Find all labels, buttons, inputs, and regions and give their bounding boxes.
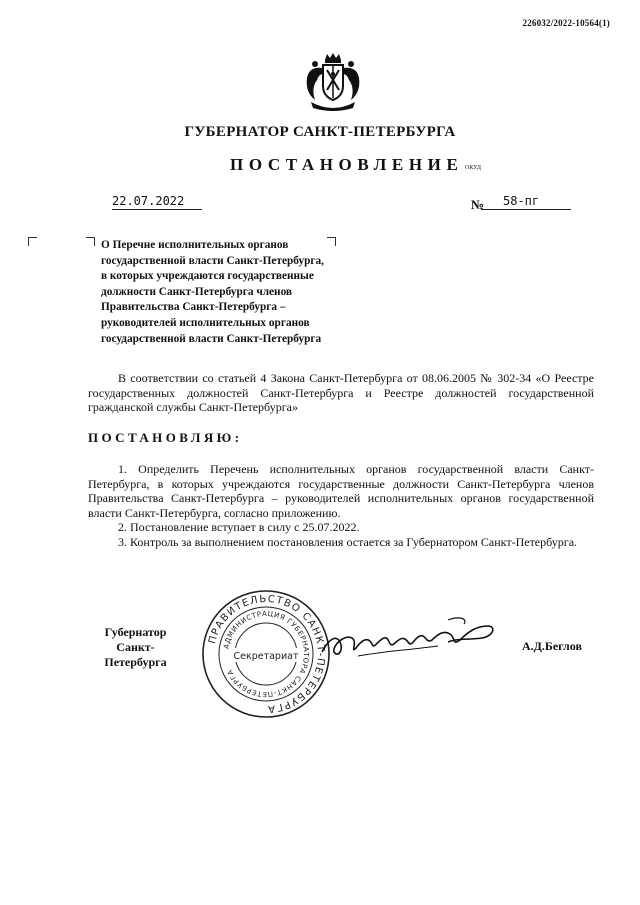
preamble-paragraph: В соответствии со статьей 4 Закона Санкт-Петербурга от 08.06.2005 № 302-34 «О Реестре государственных должностей Санкт-Петербурга и Реестре должностей государственной гражданской службы Санкт-Петербурга»	[88, 371, 594, 415]
signatory-title-line: Губернатор	[104, 625, 167, 639]
number-label: №	[471, 197, 485, 212]
seal-outer-text: ПРАВИТЕЛЬСТВО САНКТ-ПЕТЕРБУРГА	[207, 593, 327, 715]
subject-line: должности Санкт-Петербурга членов	[101, 285, 293, 298]
official-seal-icon	[200, 588, 332, 720]
signatory-title	[88, 625, 183, 670]
subject-line: государственной власти Санкт-Петербурга,	[101, 254, 324, 267]
coat-of-arms-icon	[303, 52, 363, 114]
seal-center-text: Секретариат	[233, 651, 299, 662]
resolution-item: 1. Определить Перечень исполнительных органов государственной власти Санкт-Петербурга, в которых учреждаются государственные должности Санкт-Петербурга членов Правительства Санкт-Петербурга – руководителей исполнительных органов государственной власти Санкт-Петербурга, согласно приложению.	[88, 462, 594, 520]
resolution-item: 2. Постановление вступает в силу с 25.07.2022.	[118, 520, 360, 535]
resolve-heading: ПОСТАНОВЛЯЮ:	[88, 430, 243, 445]
authority-title: ГУБЕРНАТОР САНКТ-ПЕТЕРБУРГА	[184, 124, 456, 140]
corner-mark-mid	[86, 237, 95, 246]
resolution-item: 3. Контроль за выполнением постановления остается за Губернатором Санкт-Петербурга.	[118, 534, 578, 549]
subject-line: государственной власти Санкт-Петербурга	[101, 332, 322, 345]
decree-subject	[101, 238, 371, 347]
seal-inner-text: АДМИНИСТРАЦИЯ ГУБЕРНАТОРА САНКТ-ПЕТЕРБУРГА	[222, 609, 311, 699]
document-registration-number: 226032/2022-10564(1)	[522, 18, 610, 28]
okud-label: ОКУД	[465, 165, 481, 171]
signatory-name: А.Д.Беглов	[522, 639, 582, 653]
signatory-title-line: Санкт-Петербурга	[104, 640, 167, 669]
handwritten-signature	[318, 612, 504, 668]
decree-number: 58-пг	[481, 194, 571, 210]
document-type-title: ПОСТАНОВЛЕНИЕ	[230, 155, 464, 174]
decree-date: 22.07.2022	[112, 194, 202, 210]
subject-line: руководителей исполнительных органов	[101, 316, 310, 329]
subject-line: в которых учреждаются государственные	[101, 270, 314, 283]
resolution-items	[88, 462, 594, 550]
corner-mark-left	[28, 237, 37, 246]
subject-line: Правительства Санкт-Петербурга –	[101, 301, 286, 314]
subject-line: О Перечне исполнительных органов	[101, 239, 289, 251]
